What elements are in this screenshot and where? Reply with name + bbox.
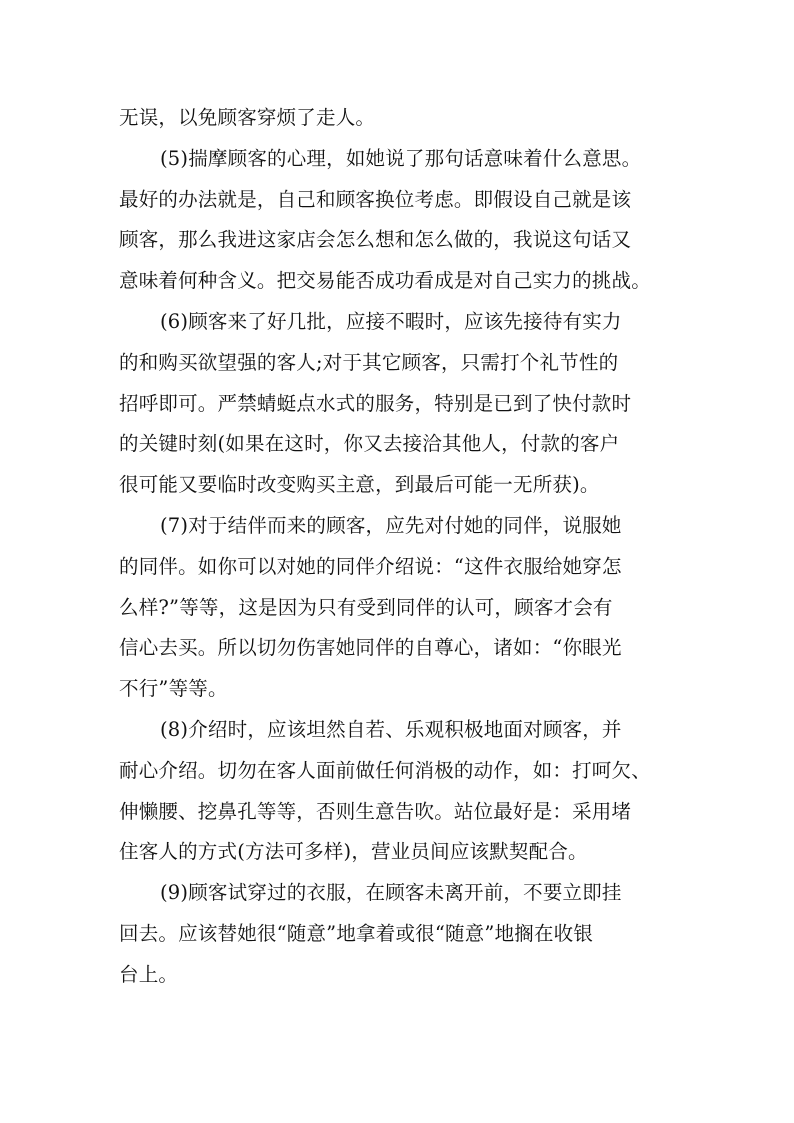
paragraph-start-line: (7)对于结伴而来的顾客，应先对付她的同伴，说服她 <box>160 513 622 537</box>
text-line: 信心去买。所以切勿伤害她同伴的自尊心，诸如：“你眼光 <box>119 636 622 660</box>
text-line: 顾客，那么我进这家店会怎么想和怎么做的，我说这句话又 <box>119 228 632 252</box>
paragraph-start-line: (5)揣摩顾客的心理，如她说了那句话意味着什么意思。 <box>160 146 642 170</box>
text-line: 耐心介绍。切勿在客人面前做任何消极的动作，如：打呵欠、 <box>119 758 651 782</box>
text-line: 的和购买欲望强的客人;对于其它顾客，只需打个礼节性的 <box>119 350 619 374</box>
text-line: 意味着何种含义。把交易能否成功看成是对自己实力的挑战。 <box>119 269 651 293</box>
text-line: 很可能又要临时改变购买主意，到最后可能一无所获)。 <box>119 473 600 497</box>
text-line: 住客人的方式(方法可多样)，营业员间应该默契配合。 <box>119 840 588 864</box>
document-body <box>119 98 679 996</box>
paragraph-start-line: (9)顾客试穿过的衣服，在顾客未离开前，不要立即挂 <box>160 881 622 905</box>
text-line: 回去。应该替她很“随意”地拿着或很“随意”地搁在收银 <box>119 921 594 945</box>
paragraph-start-line: (8)介绍时，应该坦然自若、乐观积极地面对顾客，并 <box>160 717 622 741</box>
text-line: 无误，以免顾客穿烦了走人。 <box>119 106 376 129</box>
text-line: 的关键时刻(如果在这时，你又去接洽其他人，付款的客户 <box>119 432 620 456</box>
text-line: 最好的办法就是，自己和顾客换位考虑。即假设自己就是该 <box>119 187 632 211</box>
text-line: 的同伴。如你可以对她的同伴介绍说：“这件衣服给她穿怎 <box>119 554 622 578</box>
text-line: 台上。 <box>119 962 179 986</box>
text-line: 招呼即可。严禁蜻蜓点水式的服务，特别是已到了快付款时 <box>119 391 632 415</box>
text-line: 伸懒腰、挖鼻孔等等，否则生意告吹。站位最好是：采用堵 <box>119 799 632 823</box>
text-line: 么样?”等等，这是因为只有受到同伴的认可，顾客才会有 <box>119 595 613 619</box>
paragraph-start-line: (6)顾客来了好几批，应接不暇时，应该先接待有实力 <box>160 309 622 333</box>
text-line: 不行”等等。 <box>119 677 228 701</box>
